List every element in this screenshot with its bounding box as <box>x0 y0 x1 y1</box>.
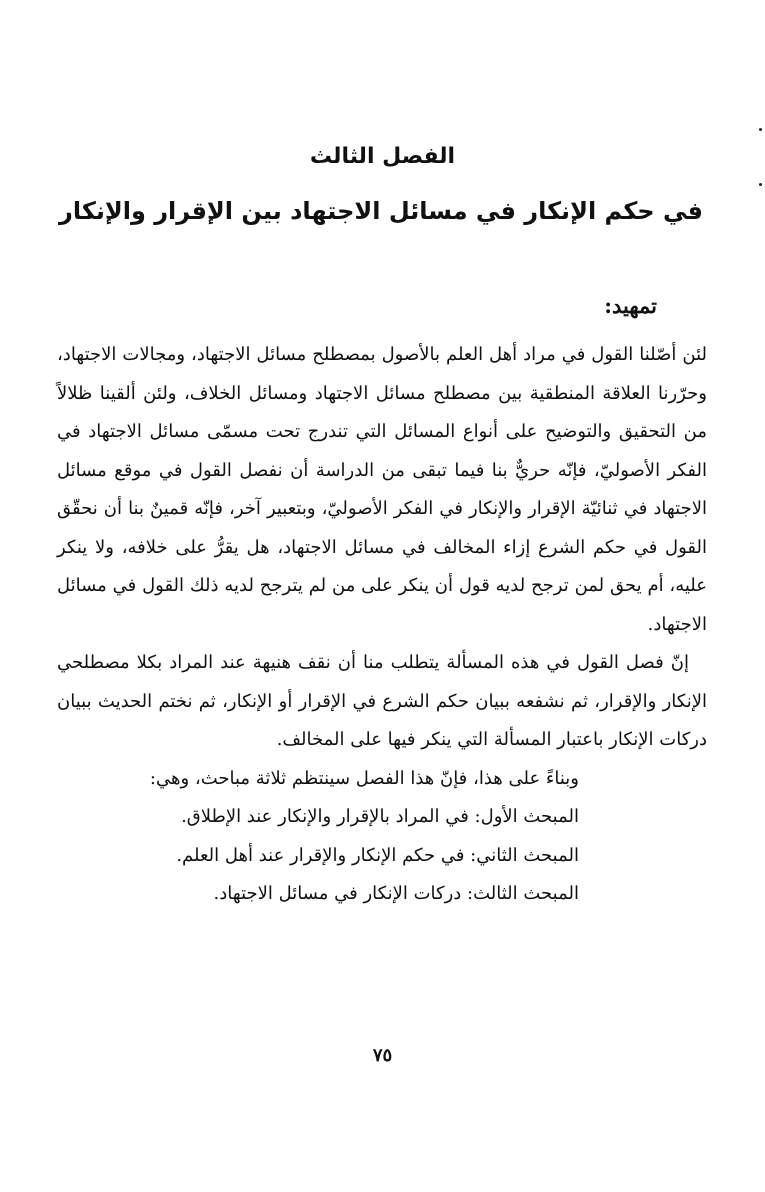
body-text <box>57 336 707 914</box>
section-item-1: المبحث الأول: في المراد بالإقرار والإنكار عند الإطلاق. <box>181 806 579 827</box>
paragraph-2: إنّ فصل القول في هذه المسألة يتطلب منا أن نقف هنيهة عند المراد بكلا مصطلحي الإنكار والإقرار، ثم نشفعه ببيان حكم الشرع في الإقرار أو الإنكار، ثم نختم الحديث ببيان دركات الإنكار باعتبار المسألة التي ينكر فيها على المخالف. <box>57 652 707 750</box>
page-number: ٧٥ <box>372 1045 393 1066</box>
chapter-label: الفصل الثالث <box>309 144 456 169</box>
paragraph-1: لئن أصّلنا القول في مراد أهل العلم بالأصول بمصطلح مسائل الاجتهاد، ومجالات الاجتهاد، وحرّرنا العلاقة المنطقية بين مصطلح مسائل الاجتهاد ومسائل الخلاف، ولئن ألقينا ظلالاً من التحقيق والتوضيح على أنواع المسائل التي تندرج تحت مسمّى مسائل الاجتهاد في الفكر الأصوليّ، فإنّه حريٌّ بنا فيما تبقى من الدراسة أن نفصل القول في موقع مسائل الاجتهاد في ثنائيّة الإقرار والإنكار في الفكر الأصوليّ، وبتعبير آخر، فإنّه قمينٌ بنا أن نحقّق القول في حكم الشرع إزاء المخالف في مسائل الاجتهاد، هل يقرُّ على خلافه، ولا ينكر عليه، أم يحق لمن ترجح لديه قول أن ينكر على من لم يترجح لديه ذلك القول في مسائل الاجتهاد. <box>57 344 707 635</box>
intro-heading: تمهيد: <box>604 293 657 318</box>
section-item-3: المبحث الثالث: دركات الإنكار في مسائل الاجتهاد. <box>213 883 579 904</box>
scan-speck <box>759 128 762 131</box>
chapter-title: في حكم الإنكار في مسائل الاجتهاد بين الإقرار والإنكار <box>59 197 703 225</box>
section-item-2: المبحث الثاني: في حكم الإنكار والإقرار عند أهل العلم. <box>176 844 579 866</box>
scan-speck <box>759 183 762 186</box>
sections-intro: وبناءً على هذا، فإنّ هذا الفصل سينتظم ثلاثة مباحث، وهي: <box>149 767 579 789</box>
